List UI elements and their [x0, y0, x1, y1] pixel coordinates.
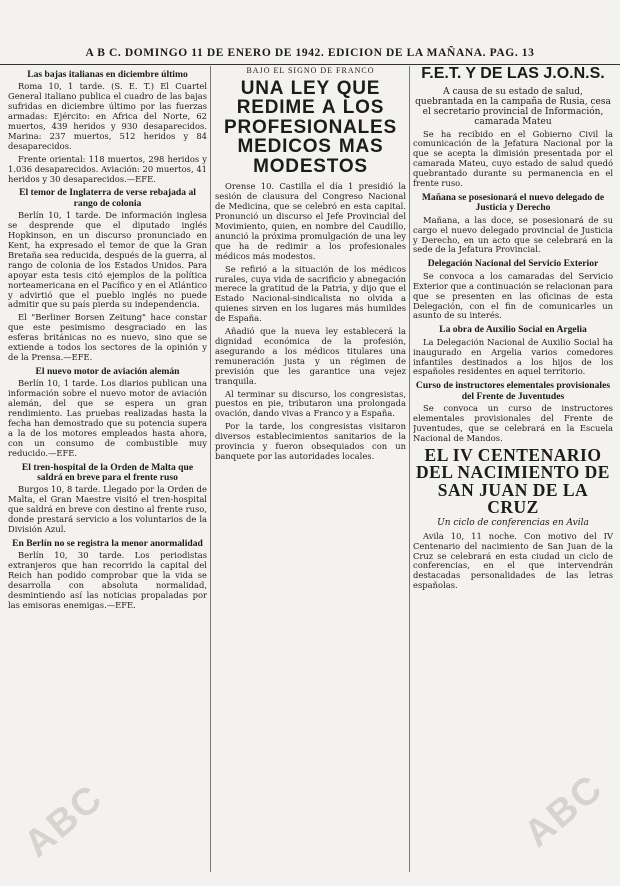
headline: Las bajas italianas en diciembre último: [27, 69, 188, 80]
headline: El temor de Inglaterra de verse rebajada al rango de colonia: [19, 187, 196, 209]
headline: En Berlín no se registra la menor anormalidad: [12, 537, 203, 549]
column-rule: [409, 66, 410, 872]
paragraph: La Delegación Nacional de Auxilio Social ha inaugurado en Argelia varios comedores infantiles destinados a los hijos de los españoles residentes en aquel territorio.: [413, 336, 613, 377]
paragraph: Frente oriental: 118 muertos, 298 heridos y 1.036 desaparecidos. Aviación: 20 muertos, 41 heridos y 30 desaparecidos.—EFE.: [8, 153, 207, 184]
headline: El tren-hospital de la Orden de Malta que saldrá en breve para el frente ruso: [21, 461, 194, 483]
headline: Curso de instructores elementales provisionales del Frente de Juventudes: [415, 380, 611, 402]
column-rule: [210, 66, 211, 872]
paragraph: Por la tarde, los congresistas visitaron diversos establecimientos sanitarios de la provincia y fueron obsequiados con un banquete por las autoridades locales.: [215, 421, 406, 461]
paragraph: Se refirió a la situación de los médicos rurales, cuya vida de sacrificio y abnegación merece la gratitud de la Patria, y dijo que el Estado Nacional-sindicalista no olvida a quienes sirven en los lugares más humildes de España.: [215, 263, 406, 324]
watermark: ABC: [16, 776, 112, 866]
kicker: BAJO EL SIGNO DE FRANCO: [246, 66, 375, 75]
paragraph: Añadió que la nueva ley establecerá la dignidad económica de la profesión, asegurando a los médicos titulares una remuneración justa y un régimen de previsión que les garantice una vejez tranquila.: [215, 326, 406, 386]
subheadline: Un ciclo de conferencias en Avila: [437, 517, 589, 528]
paragraph: Roma 10, 1 tarde. (S. E. T.) El Cuartel General italiano publica el cuadro de las bajas sufridas en diciembre último por las fuerzas armadas: Ejército: en Africa del Norte, 62 muertos, 439 heridos y 930 desaparecidos. Marina: 237 muertos, 512 heridos y 84 desaparecidos.: [8, 81, 207, 151]
paragraph: El "Berliner Borsen Zeitung" hace constar que este pesimismo desgraciado en las esferas británicas no es nuevo, sino que se extiende a todos los sectores de la opinión y de la Prensa.—EFE.: [8, 312, 207, 362]
watermark: ABC: [516, 766, 612, 856]
headline: La obra de Auxilio Social en Argelia: [439, 324, 587, 336]
headline: Mañana se posesionará el nuevo delegado de Justicia y Derecho: [421, 191, 605, 214]
paragraph: Berlín 10, 30 tarde. Los periodistas extranjeros que han recorrido la capital del Reich han podido comprobar que la vida se desarrolla con absoluta normalidad, desmintiendo así las noticias propaladas por las emisoras enemigas.—EFE.: [8, 550, 207, 610]
feature-headline: EL IV CENTENARIO DEL NACIMIENTO DE SAN JUAN DE LA CRUZ: [416, 444, 610, 518]
paragraph: Orense 10. Castilla el día 1 presidió la sesión de clausura del Congreso Nacional de Medicina, que se celebró en esta capital. Pronunció un discurso el Jefe Provincial del Movimiento, quien, en nombre del Caudillo, anunció la próxima promulgación de una ley que ha de redimir a los profesionales médicos más modestos.: [215, 181, 406, 261]
headline: Delegación Nacional del Servicio Exterior: [427, 258, 599, 270]
headline: El nuevo motor de aviación alemán: [35, 365, 180, 377]
column-center: [215, 66, 406, 874]
paragraph: Se ha recibido en el Gobierno Civil la comunicación de la Jefatura Nacional por la que se acepta la dimisión presentada por el camarada Mateu, cuyo estado de salud quedó quebrantado durante su permanencia en el frente ruso.: [413, 128, 613, 189]
paragraph: Mañana, a las doce, se posesionará de su cargo el nuevo delegado provincial de Justicia y Derecho, en un acto que se celebrará en la sede de la Jefatura Provincial.: [413, 214, 613, 255]
paragraph: Al terminar su discurso, los congresistas, puestos en pie, tributaron una prolongada ovación, dando vivas a Franco y a España.: [215, 388, 406, 419]
paragraph: Burgos 10, 8 tarde. Llegado por la Orden de Malta, el Gran Maestre visitó el tren-hospital que saldrá en breve con destino al frente ruso, donde prestará servicio a los voluntarios de la División Azul.: [8, 484, 207, 534]
section-headline: F.E.T. Y DE LAS J.O.N.S.: [421, 66, 605, 82]
column-left: [8, 66, 207, 874]
column-right: [413, 66, 613, 874]
paragraph: Avila 10, 11 noche. Con motivo del IV Centenario del nacimiento de San Juan de la Cruz se celebrará en esta ciudad un ciclo de conferencias, en el que intervendrán destacadas personalidades de las letras españolas.: [413, 530, 613, 591]
main-headline: UNA LEY QUE REDIME A LOS PROFESIONALES MEDICOS MAS MODESTOS: [224, 77, 397, 177]
paragraph: Se convoca a los camaradas del Servicio Exterior que a continuación se relacionan para que se presenten en las oficinas de esta Delegación, con el fin de comunicarles un asunto de su interés.: [413, 270, 613, 321]
paragraph: Se convoca un curso de instructores elementales provisionales del Frente de Juventudes, que se celebrará en la Escuela Nacional de Mandos.: [413, 403, 613, 443]
lead: A causa de su estado de salud, quebrantada en la campaña de Rusia, cesa el secretario provincial de Información, camarada Mateu: [415, 86, 611, 127]
page-header: A B C. DOMINGO 11 DE ENERO DE 1942. EDICION DE LA MAÑANA. PAG. 13: [0, 42, 620, 65]
paragraph: Berlín 10, 1 tarde. Los diarios publican una información sobre el nuevo motor de aviación alemán, del que se espera un gran rendimiento. Las pruebas realizadas hasta la fecha han demostrado que su potencia supera a la de los motores empleados hasta ahora, con un consumo de combustible muy reducido.—EFE.: [8, 378, 207, 458]
paragraph: Berlín 10, 1 tarde. De información inglesa se desprende que el diputado inglés Hopkinson, en un discurso pronunciado en Kent, ha expresado el temor de que la Gran Bretaña sea reducida, después de la guerra, al rango de colonia de los Estados Unidos. Para apoyar esta tesis citó ejemplos de la política norteamericana en el Pacífico y en el Atlántico y advirtió que el pueblo inglés no puede admitir que su país pierda su independencia.: [8, 210, 207, 310]
